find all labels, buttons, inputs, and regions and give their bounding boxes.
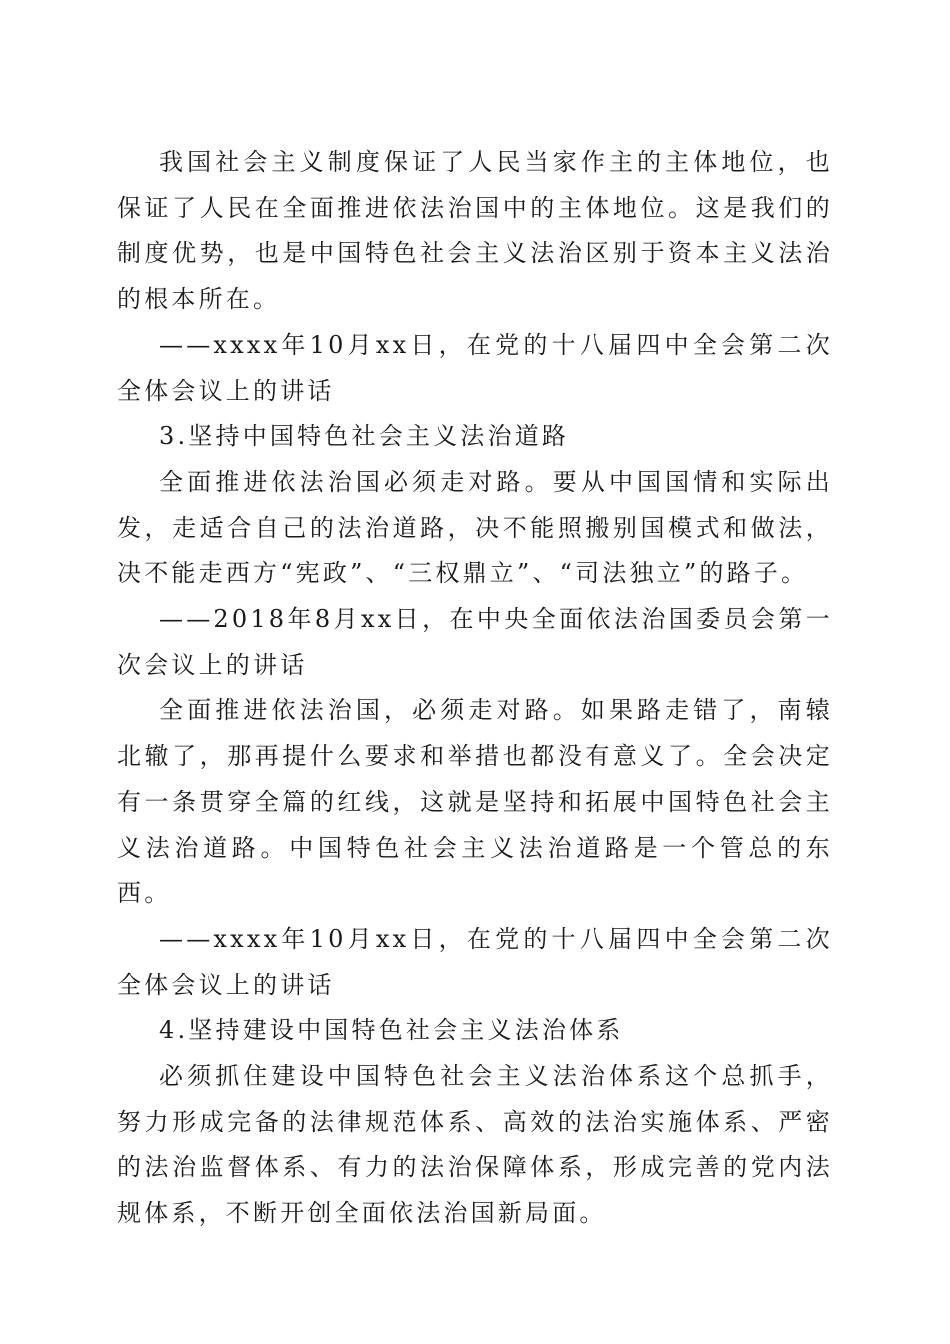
body-paragraph: 全面推进依法治国，必须走对路。如果路走错了，南辕北辙了，那再提什么要求和举措也都没有意义了。全会决定有一条贯穿全篇的红线，这就是坚持和拓展中国特色社会主义法治道路。中国特色社会主义法治道路是一个管总的东西。 [117,696,833,908]
section-heading: 4.坚持建设中国特色社会主义法治体系 [159,1016,624,1045]
source-citation: ——xxxx年10月xx日，在党的十八届四中全会第二次全体会议上的讲话 [117,924,833,999]
source-citation: ——2018年8月xx日，在中央全面依法治国委员会第一次会议上的讲话 [117,605,833,679]
section-heading: 3.坚持中国特色社会主义法治道路 [159,422,570,451]
body-paragraph: 全面推进依法治国必须走对路。要从中国国情和实际出发，走适合自己的法治道路，决不能照搬别国模式和做法，决不能走西方“宪政”、“三权鼎立”、“司法独立”的路子。 [117,467,833,588]
body-paragraph: 必须抓住建设中国特色社会主义法治体系这个总抓手，努力形成完备的法律规范体系、高效的法治实施体系、严密的法治监督体系、有力的法治保障体系，形成完善的党内法规体系，不断开创全面依法治国新局面。 [117,1062,833,1228]
source-citation: ——xxxx年10月xx日，在党的十八届四中全会第二次全体会议上的讲话 [117,330,833,405]
body-paragraph: 我国社会主义制度保证了人民当家作主的主体地位，也保证了人民在全面推进依法治国中的主体地位。这是我们的制度优势，也是中国特色社会主义法治区别于资本主义法治的根本所在。 [117,148,833,314]
document-body [117,140,833,1237]
